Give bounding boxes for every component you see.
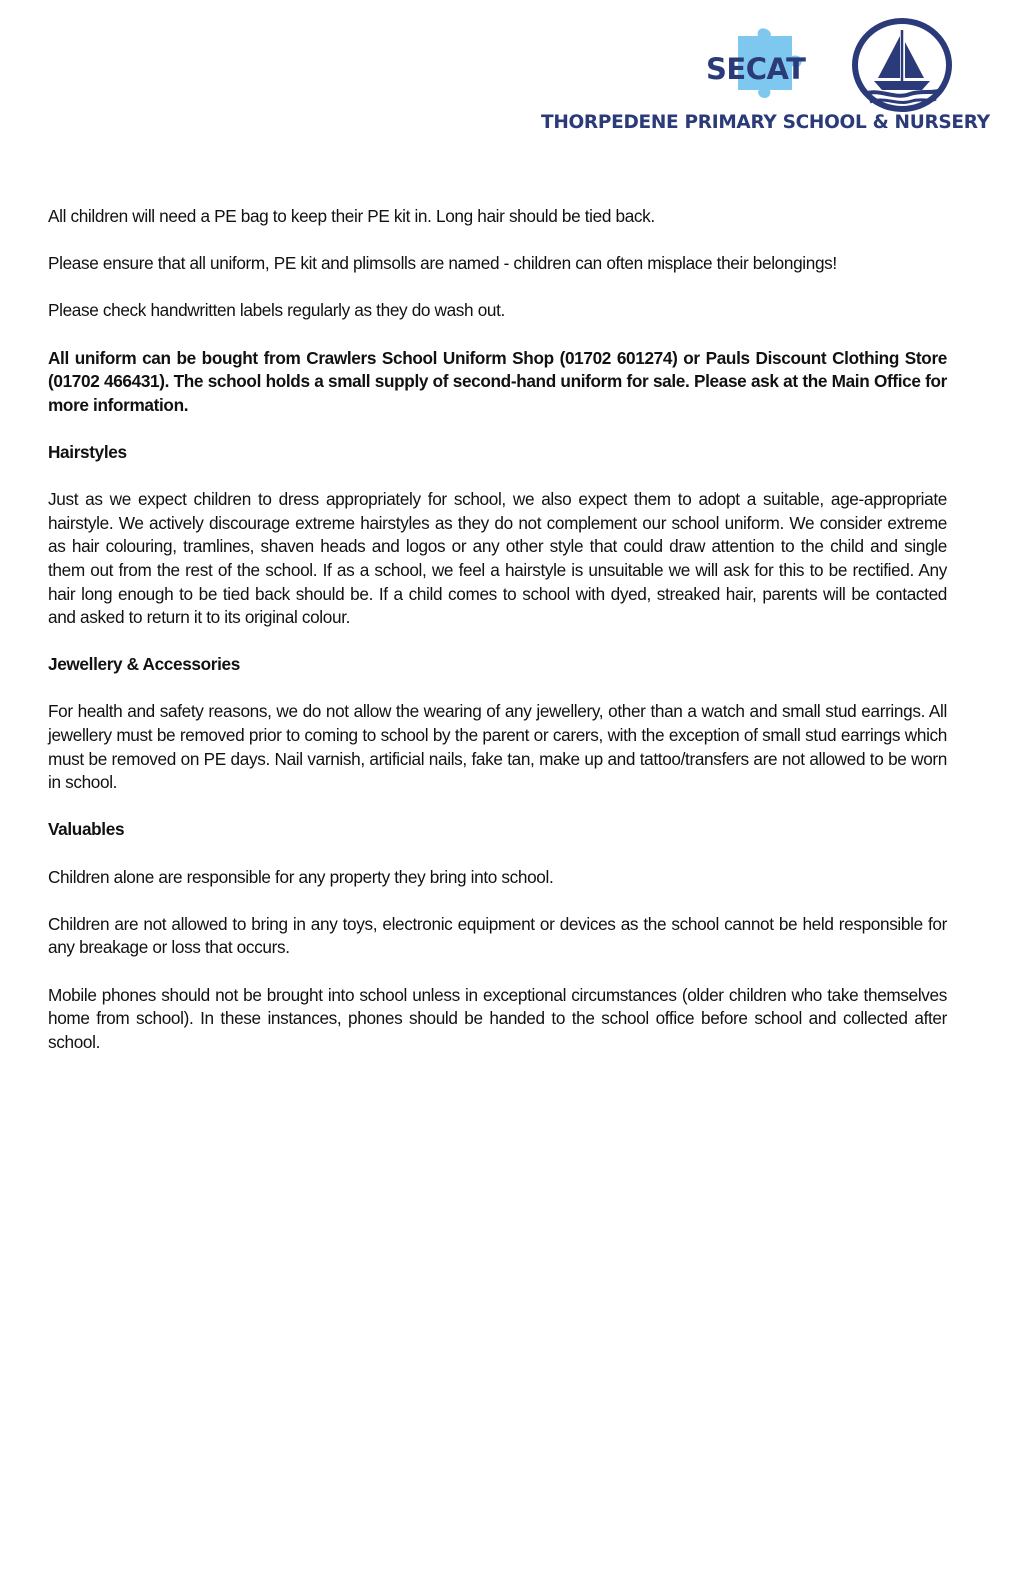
valuables-heading: Valuables [48,819,125,840]
school-name: THORPEDENE PRIMARY SCHOOL & NURSERY [541,112,990,133]
hairstyles-paragraph: Just as we expect children to dress appropriately for school, we also expect them to adopt a suitable, age-appropriate hairstyle. We actively discourage extreme hairstyles as they do not complement our school uniform. We consider extreme as hair colouring, tramlines, shaven heads and logos or any other style that could draw attention to the child and single them out from the rest of the school. If as a school, we feel a hairstyle is unsuitable we will ask for this to be rectified. Any hair long enough to be tied back should be. If a child comes to school with dyed, streaked hair, parents will be contacted and asked to return it to its original colour. [48,489,947,628]
secat-logo [700,28,825,100]
named-items-paragraph: Please ensure that all uniform, PE kit and plimsolls are named - children can often misplace their belongings! [48,253,837,274]
jewellery-heading: Jewellery & Accessories [48,654,240,675]
valuables-property-paragraph: Children alone are responsible for any property they bring into school. [48,866,554,887]
hairstyles-heading: Hairstyles [48,441,127,462]
document-body [48,205,947,1078]
pe-bag-paragraph: All children will need a PE bag to keep their PE kit in. Long hair should be tied back. [48,206,655,226]
valuables-phones-paragraph: Mobile phones should not be brought into school unless in exceptional circumstances (older children who take themselves home from school). In these instances, phones should be handed to the school office before school and collected after school. [48,984,947,1052]
page-header [0,0,1009,150]
labels-paragraph: Please check handwritten labels regularly as they do wash out. [48,300,505,321]
secat-logo-text: SECAT [706,52,806,86]
sailboat-icon [855,21,949,109]
jewellery-paragraph: For health and safety reasons, we do not allow the wearing of any jewellery, other than a watch and small stud earrings. All jewellery must be removed prior to coming to school by the parent or carers, with the exception of small stud earrings which must be removed on PE days. Nail varnish, artificial nails, fake tan, make up and tattoo/transfers are not allowed to be worn in school. [48,701,947,793]
uniform-shops-paragraph: All uniform can be bought from Crawlers School Uniform Shop (01702 601274) or Pauls Discount Clothing Store (01702 466431). The school holds a small supply of second-hand uniform for sale. Please ask at the Main Office for more information. [48,347,947,415]
school-crest [850,16,954,114]
valuables-toys-paragraph: Children are not allowed to bring in any toys, electronic equipment or devices as the school cannot be held responsible for any breakage or loss that occurs. [48,913,947,958]
